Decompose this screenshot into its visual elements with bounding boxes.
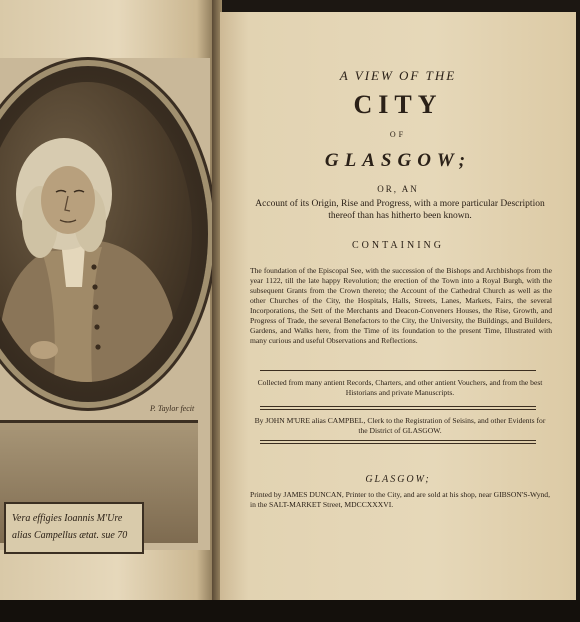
- containing-heading: CONTAINING: [352, 240, 444, 251]
- divider-rule: [260, 370, 536, 371]
- imprint-place: GLASGOW;: [365, 474, 431, 485]
- subtitle: Account of its Origin, Rise and Progress, with a more particular Description thereof than has hitherto been known.: [255, 199, 545, 221]
- divider-rule: [260, 443, 536, 444]
- book-bottom-edge: [0, 600, 580, 622]
- plate-inscription-line1: Vera effigies Ioannis M'Ure: [12, 513, 123, 524]
- portrait-engraving: [0, 82, 192, 382]
- plate-inscription-line2: alias Campellus ætat. sue 70: [12, 530, 128, 541]
- author-byline: By JOHN M'URE alias CAMPBEL, Clerk to the Registration of Seisins, and other Evidents for the District of GLASGOW.: [254, 416, 546, 435]
- divider-rule: [260, 440, 536, 441]
- imprint-text: Printed by JAMES DUNCAN, Printer to the City, and are sold at his shop, near GIBSON'S-Wynd, in the SALT-MARKET Street, MDCCXXXVI.: [250, 490, 550, 509]
- divider-rule: [260, 406, 536, 407]
- title-of: OF: [389, 130, 407, 139]
- title-city: CITY: [353, 90, 443, 119]
- collected-note: Collected from many antient Records, Charters, and other antient Vouchers, and from the best Historians and private Manuscripts.: [257, 378, 543, 397]
- engraved-plate: [0, 58, 210, 550]
- title-page: [220, 12, 576, 610]
- frontispiece-page: [0, 0, 214, 622]
- contents-paragraph: The foundation of the Episcopal See, with the succession of the Bishops and Archbishops from the year 1122, till the late happy Revolution; the erection of the Town into a Royal Burgh, with the subsequent Grants from the Crown thereto; the Account of the Cathedral Church as well as the other Churches of the City, the Hospitals, Halls, Streets, Lanes, Markets, Fairs, the several Incorporations, the Sett of the Merchants and Deacon-Conveners Houses, the Rise, Growth, and Progress of Trade, the several Benefactors to the City, the University, the Buildings, and Builders, Gardens, and Walks here, from the Time of its foundation to the present Time, Illustrated with many curious and useful Observations and Reflections.: [250, 266, 552, 345]
- engraver-signature: P. Taylor fecit: [150, 404, 195, 413]
- portrait-figure-icon: [0, 82, 192, 382]
- title-glasgow: GLASGOW;: [324, 150, 472, 171]
- divider-rule: [260, 409, 536, 410]
- plate-inscription: [4, 502, 144, 554]
- title-or-an: OR, AN: [377, 184, 419, 194]
- title-line1: A VIEW OF THE: [339, 68, 457, 83]
